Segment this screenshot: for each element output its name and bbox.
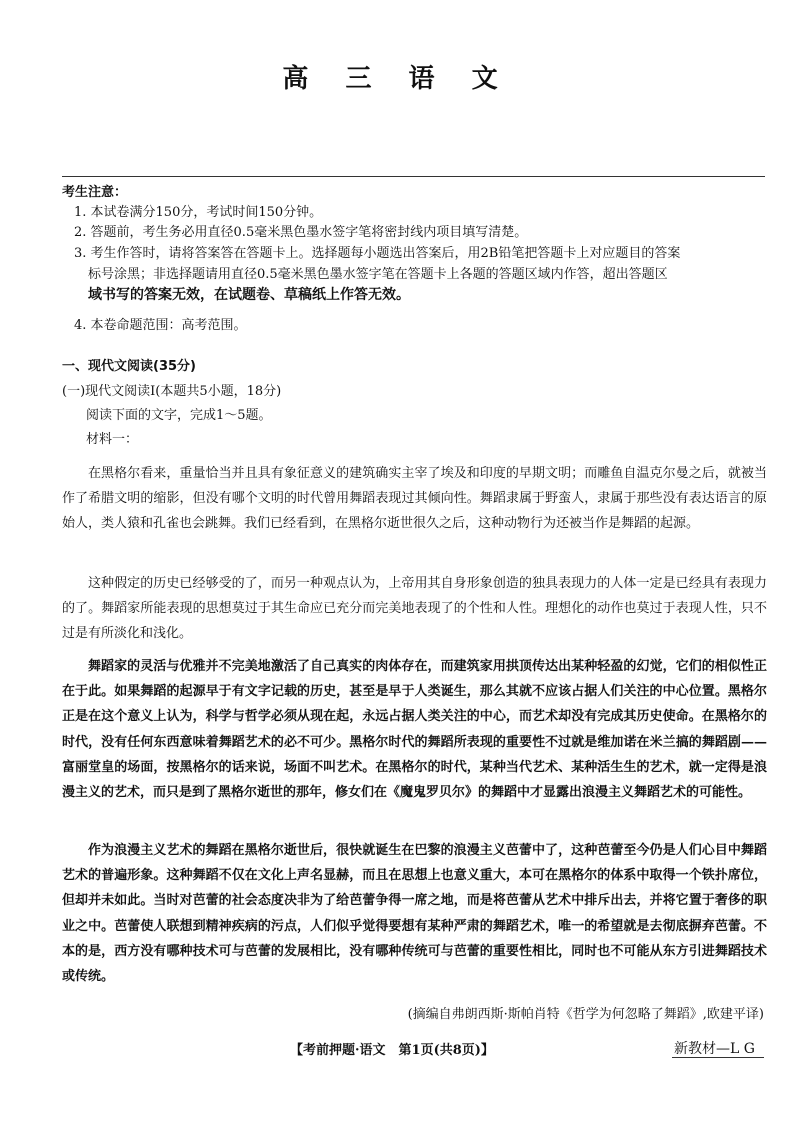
- notice-item-2: 2. 答题前，考生务必用直径0.5毫米黑色墨水签字笔将密封线内项目填写清楚。: [74, 225, 528, 240]
- page-title: 高 三 语 文: [282, 64, 512, 94]
- notice-item-3: [74, 243, 766, 306]
- notice-item-1: 1. 本试卷满分150分，考试时间150分钟。: [74, 205, 323, 220]
- notice-item-3-line-c-wrap: [74, 285, 766, 306]
- paragraph-3: 舞蹈家的灵活与优雅并不完美地激活了自己真实的肉体存在，而建筑家用拱顶传达出某种轻盈的幻觉，它们的相似性正在于此。如果舞蹈的起源早于有文字记载的历史，甚至是早于人类诞生，那么其就不应该占据人们关注的中心位置。黑格尔正是在这个意义上认为，科学与哲学必须从现在起，永远占据人类关注的中心，而艺术却没有完成其历史使命。在黑格尔的时代，没有任何东西意味着舞蹈艺术的必不可少。黑格尔时代的舞蹈所表现的重要性不过就是维加诺在米兰搞的舞蹈剧——富丽堂皇的场面，按黑格尔的话来说，场面不叫艺术。在黑格尔的时代，某种当代艺术、某种活生生的艺术，就一定得是浪漫主义的艺术，而只是到了黑格尔逝世的那年，修女们在《魔鬼罗贝尔》的舞蹈中才显露出浪漫主义舞蹈艺术的可能性。: [62, 659, 767, 801]
- paragraph-1: 在黑格尔看来，重量恰当并且具有象征意义的建筑确实主宰了埃及和印度的早期文明；而雕鱼自温克尔曼之后，就被当作了希腊文明的缩影，但没有哪个文明的时代曾用舞蹈表现过其倾向性。舞蹈隶属于野蛮人，隶属于那些没有表达语言的原始人，类人猿和孔雀也会跳舞。我们已经看到，在黑格尔逝世很久之后，这种动物行为还被当作是舞蹈的起源。: [62, 466, 767, 531]
- section-heading: 一、现代文阅读(35分): [62, 359, 196, 374]
- notice-item-3-line-b: 标号涂黑；非选择题请用直径0.5毫米黑色墨水签字笔在答题卡上各题的答题区域内作答，超出答题区: [88, 267, 668, 282]
- footer-tag-underline: [672, 1057, 764, 1058]
- notice-item-3-line-a: 3. 考生作答时，请将答案答在答题卡上。选择题每小题选出答案后，用2B铅笔把答题卡上对应题目的答案: [74, 246, 681, 261]
- footer-edition-tag: 新教材—L G: [674, 1041, 755, 1057]
- notice-item-4: 4. 本卷命题范围：高考范围。: [74, 318, 247, 333]
- material-label: 材料一：: [86, 432, 139, 447]
- paragraph-2: 这种假定的历史已经够受的了，而另一种观点认为，上帝用其自身形象创造的独具表现力的人体一定是已经具有表现力的了。舞蹈家所能表现的思想莫过于其生命应已充分而完美地表现了的个性和人性。理想化的动作也莫过于表现人性，只不过是有所淡化和浅化。: [62, 576, 767, 641]
- notice-item-3-line-c: 域书写的答案无效，在试题卷、草稿纸上作答无效。: [88, 287, 410, 303]
- paragraph-4: 作为浪漫主义艺术的舞蹈在黑格尔逝世后，很快就诞生在巴黎的浪漫主义芭蕾中了，这种芭蕾至今仍是人们心目中舞蹈艺术的普遍形象。这种舞蹈不仅在文化上声名显赫，而且在思想上也意义重大，本可在黑格尔的体系中取得一个铁扑席位，但却并未如此。当时对芭蕾的社会态度决非为了给芭蕾争得一席之地，而是将芭蕾从艺术中排斥出去，并将它置于奢侈的职业之中。芭蕾使人联想到精神疾病的污点，人们似乎觉得要想有某种严肃的舞蹈艺术，唯一的希望就是去彻底摒弃芭蕾。不本的是，西方没有哪种技术可与芭蕾的发展相比，没有哪种传统可与芭蕾的重要性相比，同时也不可能从东方引进舞蹈技术或传统。: [62, 843, 767, 985]
- source-citation: (摘编自弗朗西斯·斯帕肖特《哲学为何忽略了舞蹈》,欧建平译): [407, 1007, 764, 1022]
- reading-instruction: 阅读下面的文字，完成1～5题。: [86, 408, 272, 423]
- page-footer: 【考前押题·语文 第1页(共8页)】: [290, 1043, 494, 1058]
- notice-heading: 考生注意：: [62, 185, 128, 200]
- section-subheading: (一)现代文阅读Ⅰ(本题共5小题，18分): [62, 384, 282, 399]
- header-divider: [62, 176, 765, 177]
